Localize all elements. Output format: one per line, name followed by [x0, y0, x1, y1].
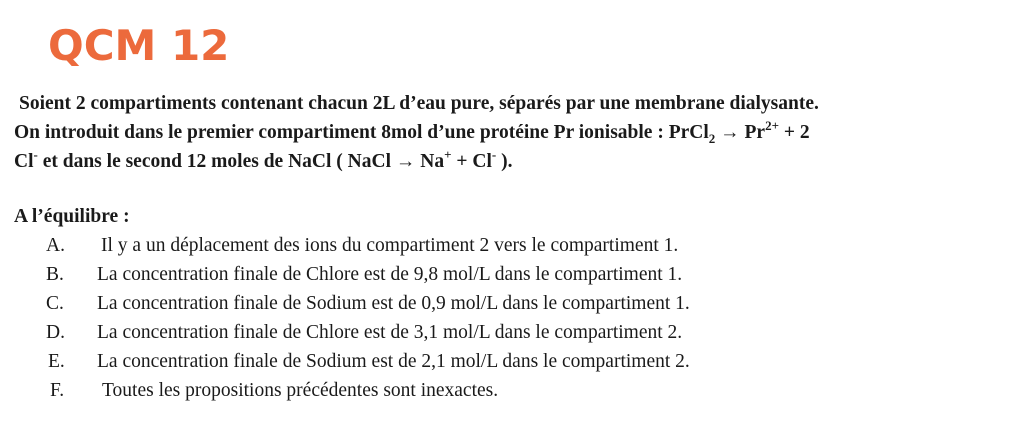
question-text-3b: et dans le second 12 moles de NaCl ( NaCl → Na — [37, 151, 445, 172]
question-text-2b: → Pr — [715, 122, 766, 143]
option-letter: F. — [50, 380, 65, 401]
superscript-charge-minus-2: - — [491, 147, 497, 162]
question-text-2a: On introduit dans le premier compartiment 8mol d’une protéine Pr ionisable : PrCl — [14, 122, 709, 143]
superscript-charge-2plus: 2+ — [765, 118, 780, 133]
equilibrium-prompt: A l’équilibre : — [14, 206, 130, 227]
option-text: Toutes les propositions précédentes sont inexactes. — [102, 380, 499, 401]
question-text-2c: + 2 — [779, 122, 810, 143]
question-text-3d: ). — [496, 151, 513, 172]
question-text-1: Soient 2 compartiments contenant chacun 2L d’eau pure, séparés par une membrane dialysante. — [19, 93, 819, 114]
option-text: La concentration finale de Sodium est de 2,1 mol/L dans le compartiment 2. — [97, 351, 690, 372]
option-b[interactable] — [0, 260, 1024, 289]
option-letter: C. — [46, 293, 64, 314]
question-statement — [14, 89, 1014, 176]
page-title: QCM 12 — [48, 21, 230, 70]
option-letter: A. — [46, 235, 65, 256]
option-a[interactable] — [0, 231, 1024, 260]
option-d[interactable] — [0, 318, 1024, 347]
question-line-1 — [14, 89, 1014, 118]
option-text: La concentration finale de Chlore est de 9,8 mol/L dans le compartiment 1. — [97, 264, 683, 285]
option-letter: B. — [46, 264, 64, 285]
question-line-3 — [14, 147, 1014, 176]
answer-options — [0, 231, 1024, 405]
option-letter: E. — [48, 351, 65, 372]
superscript-charge-minus: - — [33, 147, 38, 162]
question-line-2 — [14, 118, 1014, 147]
option-f[interactable] — [0, 376, 1024, 405]
option-letter: D. — [46, 322, 65, 343]
option-text: La concentration finale de Chlore est de 3,1 mol/L dans le compartiment 2. — [97, 322, 683, 343]
option-text: La concentration finale de Sodium est de 0,9 mol/L dans le compartiment 1. — [97, 293, 690, 314]
option-c[interactable] — [0, 289, 1024, 318]
option-e[interactable] — [0, 347, 1024, 376]
question-text-3c: + Cl — [451, 151, 492, 172]
question-text-3a: Cl — [14, 151, 34, 172]
option-text: Il y a un déplacement des ions du compartiment 2 vers le compartiment 1. — [101, 235, 679, 256]
subscript-2: 2 — [708, 131, 716, 146]
superscript-charge-plus: + — [444, 147, 452, 162]
